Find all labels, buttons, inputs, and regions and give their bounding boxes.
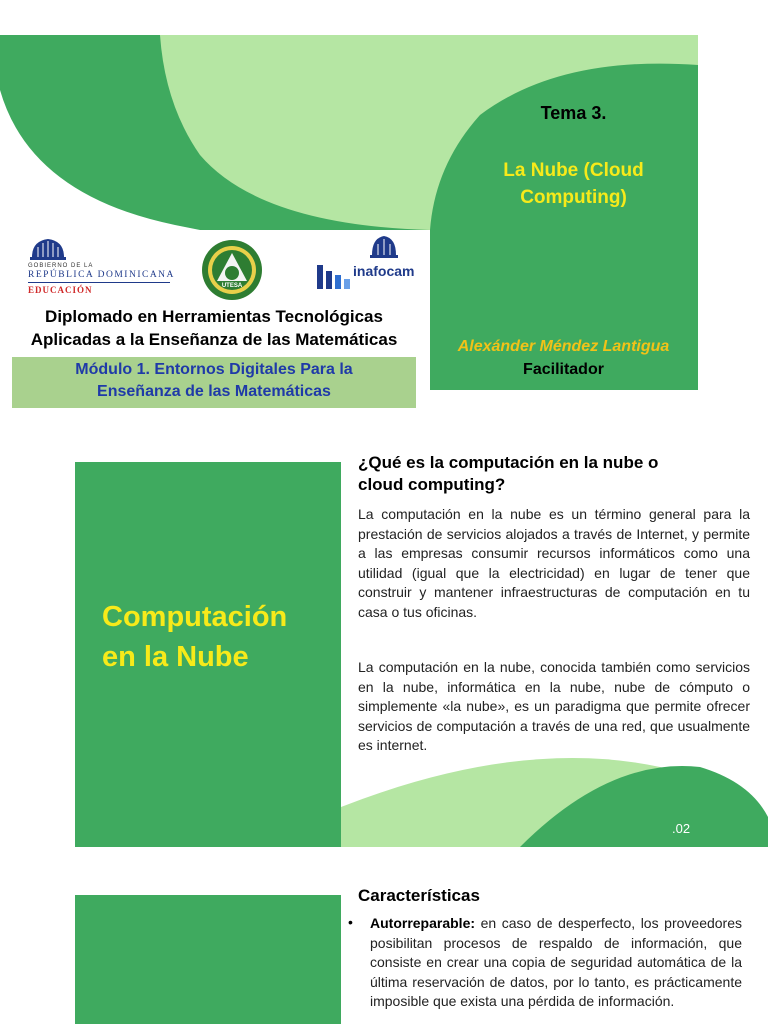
- program-title-line2: Aplicadas a la Enseñanza de las Matemáticas: [30, 330, 398, 349]
- inafocam-bars-icon: [317, 259, 351, 289]
- author-role: Facilitador: [523, 361, 604, 378]
- definition-paragraph-1: La computación en la nube es un término general para la prestación de servicios alojados a través de Internet, y permite a las empresas consumir recursos informáticos como una utilidad (igual que la electricidad) en lugar de tener que construir y mantener infraestructuras de computación en tu casa o tus oficinas.: [358, 506, 750, 620]
- module-title-line1: Módulo 1. Entornos Digitales Para la: [75, 361, 353, 378]
- topic-title-line2: Computing): [520, 187, 627, 208]
- module-title: [12, 359, 416, 403]
- topic-number: Tema 3.: [540, 103, 607, 123]
- slide-title-line2: en la Nube: [102, 641, 249, 673]
- slide-title: [102, 597, 332, 677]
- characteristic-description: en caso de desperfecto, los proveedores posibilitan procesos de respaldo de información, que consiste en crear una copia de seguridad automática de la última reservación de datos, por lo tanto, es prácticamente imposible que exista una pérdida de información.: [370, 915, 742, 1010]
- gov-logo-line3: EDUCACIÓN: [28, 285, 93, 295]
- page-number: .02: [672, 821, 691, 836]
- question-heading: [358, 452, 743, 496]
- definition-paragraph-2: La computación en la nube, conocida también como servicios en la nube, informática en la nube, nube de cómputo o simplemente «la nube», es un paradigma que permite ofrecer servicios de computación a través de una red, que usualmente es internet.: [358, 659, 750, 754]
- government-education-logo: [26, 235, 176, 295]
- gov-logo-line1: GOBIERNO DE LA: [28, 263, 94, 269]
- inafocam-dome-icon: [369, 233, 399, 259]
- bullet-marker: •: [348, 914, 353, 930]
- title-slide: [0, 35, 768, 410]
- topic-title-line1: La Nube (Cloud: [503, 160, 644, 181]
- characteristics-panel: [75, 895, 341, 1024]
- utesa-logo: [201, 239, 263, 301]
- characteristics-heading: Características: [358, 886, 480, 905]
- characteristics-slide: [0, 870, 768, 1024]
- author-name: Alexánder Méndez Lantigua: [457, 338, 670, 355]
- slide-title-line1: Computación: [102, 601, 288, 633]
- module-title-line2: Enseñanza de las Matemáticas: [97, 383, 331, 400]
- definition-slide: [0, 437, 768, 847]
- question-line1: ¿Qué es la computación en la nube o: [358, 453, 659, 472]
- utesa-seal-icon: [201, 239, 263, 301]
- topic-title: [440, 157, 707, 211]
- inafocam-logo: [317, 233, 421, 293]
- program-title: [0, 305, 428, 351]
- gov-logo-line2: REPÚBLICA DOMINICANA: [28, 270, 175, 280]
- inafocam-label: inafocam: [353, 263, 415, 279]
- characteristic-term: Autorreparable:: [370, 915, 476, 931]
- question-line2: cloud computing?: [358, 475, 506, 494]
- dome-icon: [28, 235, 68, 261]
- characteristic-item: [370, 914, 742, 1012]
- program-title-line1: Diplomado en Herramientas Tecnológicas: [45, 307, 383, 326]
- utesa-label: UTESA: [221, 283, 243, 289]
